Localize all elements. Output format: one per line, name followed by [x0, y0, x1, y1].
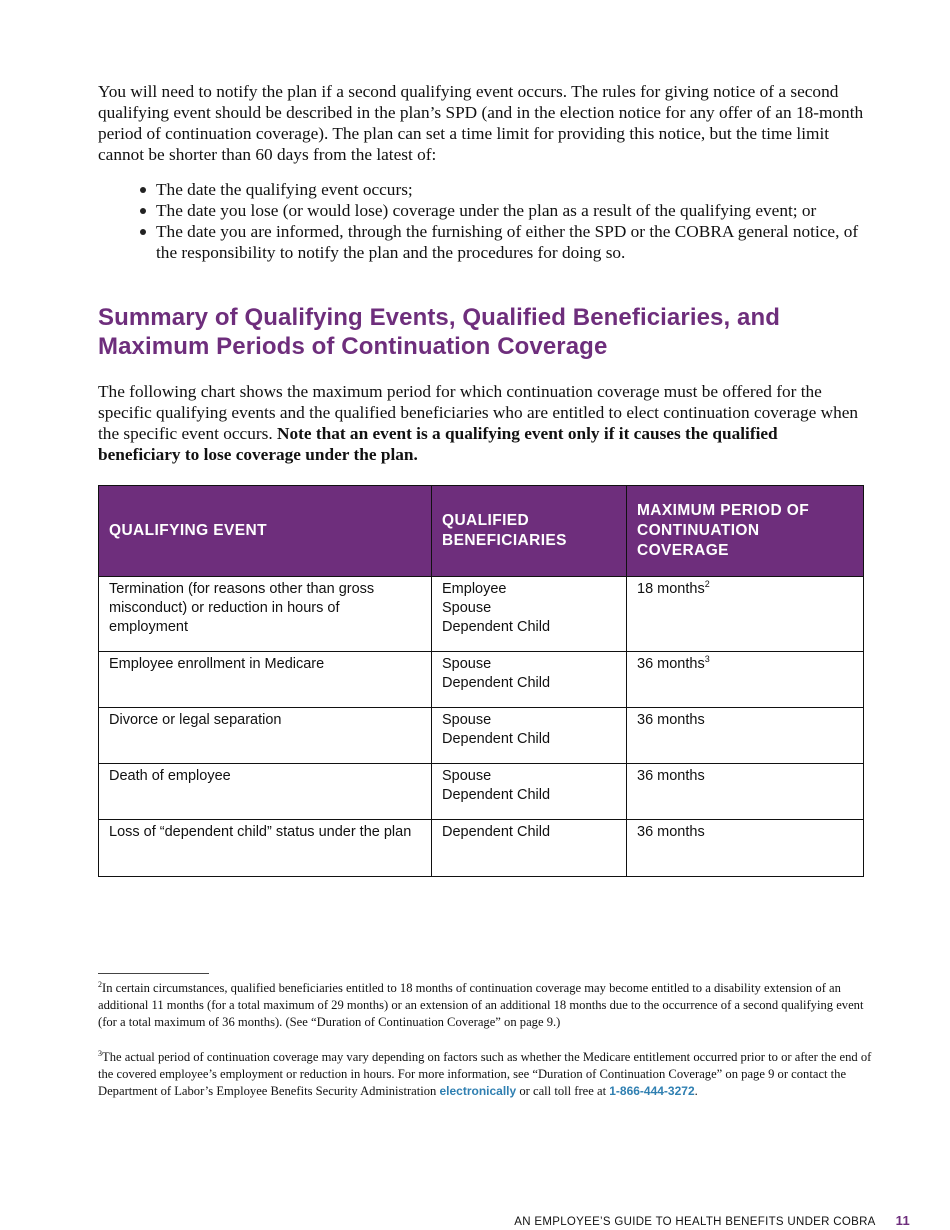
period-cell: 36 months — [627, 708, 864, 764]
footnote-3 — [98, 1049, 874, 1100]
page-number: 11 — [895, 1213, 910, 1228]
footnote-text: The actual period of continuation coverage may vary depending on factors such as whether the Medicare entitlement occurred prior to or after the end of the covered employee’s employment or reduction in hours. For more information, see “Duration of Continuation Coverage” on page 9 or contact the Department of Labor’s Employee Benefits Security Administration — [98, 1050, 872, 1098]
header-maximum-period: MAXIMUM PERIOD OF CONTINUATION COVERAGE — [627, 486, 864, 577]
beneficiary: Spouse — [442, 600, 492, 616]
chart-intro-text: The following chart shows the maximum period for which continuation coverage must be offered for the specific qualifying events and the qualified beneficiaries who are entitled to elect continuation coverage when the specific event occurs. — [98, 382, 859, 443]
period-cell — [627, 652, 864, 708]
bullet-list — [98, 179, 864, 263]
header-qualified-beneficiaries: QUALIFIED BENEFICIARIES — [432, 486, 627, 577]
beneficiary: Dependent Child — [442, 731, 551, 747]
beneficiary: Dependent Child — [442, 824, 551, 840]
footnote-ref: 3 — [704, 654, 710, 665]
qualifying-events-table — [98, 485, 864, 877]
period-value: 18 months — [637, 581, 705, 597]
footnote-2 — [98, 980, 874, 1031]
page-footer — [514, 1213, 910, 1228]
beneficiary: Dependent Child — [442, 675, 551, 691]
footnote-text-middle: or call toll free at — [516, 1084, 610, 1098]
beneficiaries-cell — [432, 708, 627, 764]
beneficiaries-cell — [432, 577, 627, 652]
period-cell: 36 months — [627, 820, 864, 877]
list-item: The date the qualifying event occurs; — [138, 179, 864, 200]
event-cell: Loss of “dependent child” status under the plan — [99, 820, 432, 877]
table-header-row — [99, 486, 864, 577]
period-cell — [627, 577, 864, 652]
event-cell: Employee enrollment in Medicare — [99, 652, 432, 708]
section-heading: Summary of Qualifying Events, Qualified Beneficiaries, and Maximum Periods of Continuation Coverage — [98, 304, 780, 360]
footnotes — [98, 980, 874, 1118]
beneficiary: Dependent Child — [442, 619, 551, 635]
footnote-text-end: . — [694, 1084, 698, 1098]
period-value: 36 months — [637, 656, 705, 672]
footer-title: AN EMPLOYEE’S GUIDE TO HEALTH BENEFITS UNDER COBRA — [514, 1216, 876, 1228]
footnote-mark: 3 — [98, 1048, 102, 1058]
beneficiary: Dependent Child — [442, 787, 551, 803]
period-cell: 36 months — [627, 764, 864, 820]
header-qualifying-event: QUALIFYING EVENT — [99, 486, 432, 577]
event-cell: Termination (for reasons other than gross misconduct) or reduction in hours of employment — [99, 577, 432, 652]
footnote-ref: 2 — [704, 579, 710, 590]
chart-intro-bold: Note that an event is a qualifying event only if it causes the qualified beneficiary to lose coverage under the plan. — [98, 424, 778, 464]
main-content — [98, 81, 864, 877]
beneficiaries-cell — [432, 764, 627, 820]
table-row — [99, 577, 864, 652]
table-row — [99, 708, 864, 764]
event-cell: Death of employee — [99, 764, 432, 820]
intro-paragraph: You will need to notify the plan if a second qualifying event occurs. The rules for giving notice of a second qualifying event should be described in the plan’s SPD (and in the election notice for any offer of an 18-month period of continuation coverage). The plan can set a time limit for providing this notice, but the time limit cannot be shorter than 60 days from the latest of: — [98, 82, 864, 164]
table-row — [99, 652, 864, 708]
chart-intro-paragraph — [98, 381, 864, 465]
electronically-link[interactable]: electronically — [439, 1084, 517, 1098]
beneficiary: Employee — [442, 581, 507, 597]
beneficiary: Spouse — [442, 768, 492, 784]
table-row — [99, 820, 864, 877]
beneficiary: Spouse — [442, 656, 492, 672]
footnote-mark: 2 — [98, 979, 102, 989]
footnote-divider — [98, 973, 209, 974]
phone-link[interactable]: 1-866-444-3272 — [609, 1084, 695, 1098]
event-cell: Divorce or legal separation — [99, 708, 432, 764]
list-item: The date you lose (or would lose) coverage under the plan as a result of the qualifying event; or — [138, 200, 864, 221]
list-item: The date you are informed, through the furnishing of either the SPD or the COBRA general notice, of the responsibility to notify the plan and the procedures for doing so. — [138, 221, 864, 263]
table-row — [99, 764, 864, 820]
beneficiaries-cell — [432, 820, 627, 877]
beneficiaries-cell — [432, 652, 627, 708]
footnote-text: In certain circumstances, qualified beneficiaries entitled to 18 months of continuation coverage may become entitled to a disability extension of an additional 11 months (for a total maximum of 29 months) or an extension of an additional 18 months due to the occurrence of a second qualifying event (for a total maximum of 36 months). (See “Duration of Continuation Coverage” on page 9.) — [98, 981, 864, 1029]
beneficiary: Spouse — [442, 712, 492, 728]
